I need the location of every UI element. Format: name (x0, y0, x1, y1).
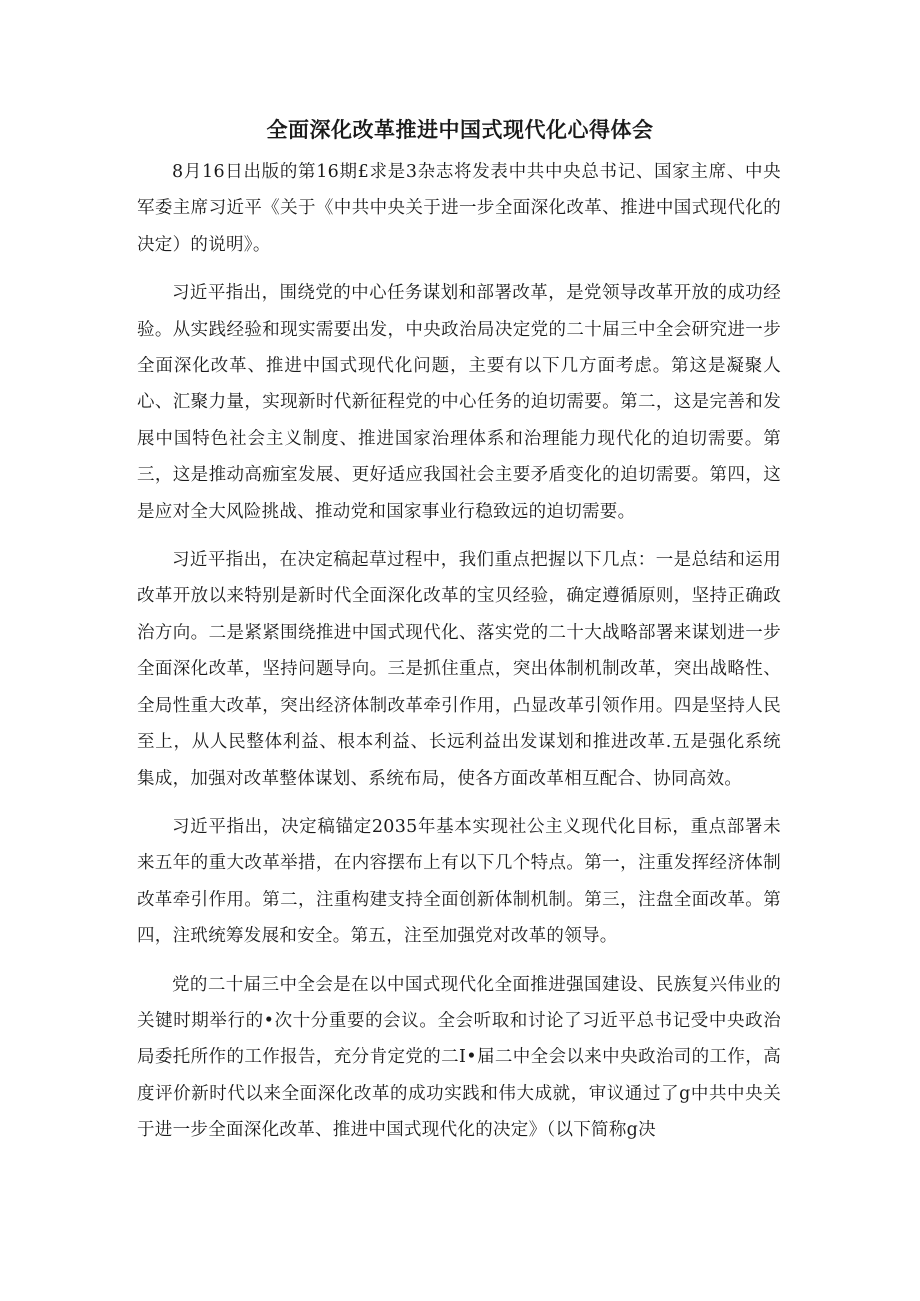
paragraph-2: 习近平指出，围绕党的中心任务谋划和部署改革，是党领导改革开放的成功经验。从实践经验和现实需要出发，中央政治局决定党的二十届三中全会研究进一步全面深化改革、推进中国式现代化问题，主要有以下几方面考虑。第这是凝聚人心、汇聚力量，实现新时代新征程党的中心任务的迫切需要。第二，这是完善和发展中国特色社会主义制度、推进国家治理体系和治理能力现代化的迫切需要。第三，这是推动高痂室发展、更好适应我国社会主要矛盾变化的迫切需要。第四，这是应对全大风险挑战、推动党和国家事业行稳致远的迫切需要。 (137, 283, 781, 522)
paragraph-3: 习近平指出，在决定稿起草过程中，我们重点把握以下几点：一是总结和运用改革开放以来特别是新时代全面深化改革的宝贝经验，确定遵循原则，坚持正确政治方向。二是紧紧围绕推进中国式现代化、落实党的二十大战略部署来谋划进一步全面深化改革，坚持问题导向。三是抓住重点，突出体制机制改革，突出战略性、全局性重大改革，突出经济体制改革牵引作用，凸显改革引领作用。四是坚持人民至上，从人民整体利益、根本利益、长远利益出发谋划和推进改革.五是强化系统集成，加强对改革整体谋划、系统布局，使各方面改革相互配合、协同高效。 (137, 550, 781, 789)
paragraph-5: 党的二十届三中全会是在以中国式现代化全面推进强国建设、民族复兴伟业的关键时期举行的•次十分重要的会议。全会听取和讨论了习近平总书记受中央政治局委托所作的工作报告，充分肯定党的二I•届二中全会以来中央政治司的工作，高度评价新时代以来全面深化改革的成功实践和伟大成就，审议通过了g中共中央关于进一步全面深化改革、推进中国式现代化的决定》（以下简称g决 (137, 974, 781, 1141)
paragraph-4: 习近平指出，决定稿锚定2035年基本实现社公主义现代化目标，重点部署未来五年的重大改革举措，在内容摆布上有以下几个特点。第一，注重发挥经济体制改革牵引作用。第二，注重构建支持全面创新体制机制。第三，注盘全面改革。第四，注玳统筹发展和安全。第五，注至加强党对改革的领导。 (137, 816, 781, 947)
document-body (137, 154, 781, 1161)
paragraph-1: 8月16日出版的第16期£求是3杂志将发表中共中央总书记、国家主席、中央军委主席习近平《关于《中共中央关于进一步全面深化改革、推进中国式现代化的决定）的说明》。 (137, 162, 781, 255)
document-title: 全面深化改革推进中国式现代化心得体会 (266, 118, 654, 142)
